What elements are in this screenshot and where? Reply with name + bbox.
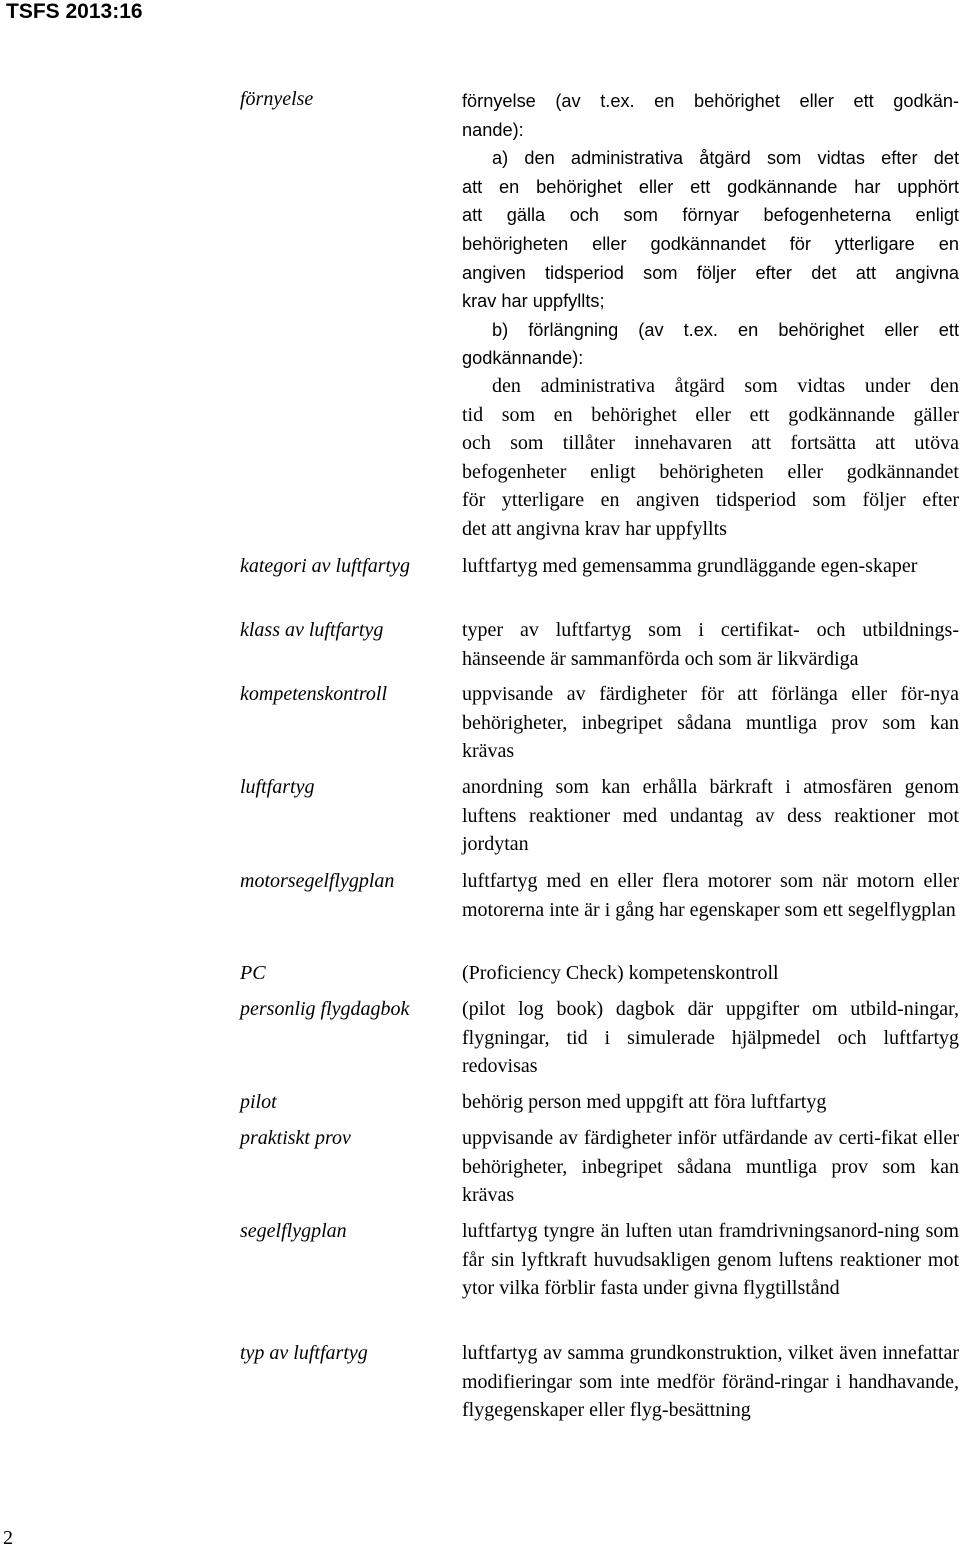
definition-kategori-av-luftfartyg: luftfartyg med gemensamma grundläggande egen-skaper [462,555,918,577]
definition-line: krav har uppfyllts; [462,291,605,312]
term-klass-av-luftfartyg: klass av luftfartyg [240,619,384,641]
definition-line: det att angivna krav har uppfyllts [462,517,727,540]
definition-kompetenskontroll: uppvisande av färdigheter för att förlänga eller för-nya behörigheter, inbegripet sådana muntliga prov som kan krävas [462,683,959,763]
term-motorsegelflygplan: motorsegelflygplan [240,870,395,892]
term-kompetenskontroll: kompetenskontroll [240,683,388,705]
definition-fornyelse [462,87,959,373]
definition-line: angiven tidsperiod som följer efter det att angivna [462,262,959,283]
definition-pilot: behörig person med uppgift att föra luftfartyg [462,1091,827,1113]
term-typ-av-luftfartyg: typ av luftfartyg [240,1342,368,1364]
definition-line: behörigheten eller godkännandet för ytterligare en [462,233,959,254]
term-pilot: pilot [240,1091,277,1113]
definition-line: att gälla och som förnyar befogenheterna enligt [462,205,959,226]
definition-line: den administrativa åtgärd som vidtas under den [492,375,959,397]
page-number: 2 [3,1527,13,1549]
definition-klass-av-luftfartyg: typer av luftfartyg som i certifikat- och utbildnings-hänseende är sammanförda och som är likvärdiga [462,619,959,670]
definition-line: och som tillåter innehavaren att fortsätta att utöva [462,432,959,455]
definition-line: nande): [462,119,524,140]
definition-motorsegelflygplan: luftfartyg med en eller flera motorer som när motorn eller motorerna inte är i gång har egenskaper som ett segelflygplan [462,870,959,921]
definition-praktiskt-prov: uppvisande av färdigheter inför utfärdande av certi-fikat eller behörigheter, inbegripet sådana muntliga prov som kan krävas [462,1127,959,1207]
definition-line: godkännande): [462,348,584,369]
definition-line: b) förlängning (av t.ex. en behörighet eller ett [492,319,959,340]
definition-luftfartyg: anordning som kan erhålla bärkraft i atmosfären genom luftens reaktioner med undantag av dess reaktioner mot jordytan [462,776,959,856]
definition-line: befogenheter enligt behörigheten eller godkännandet [462,460,959,483]
definition-line: a) den administrativa åtgärd som vidtas efter det [492,148,959,169]
definition-line: för ytterligare en angiven tidsperiod som följer efter [462,489,959,512]
term-personlig-flygdagbok: personlig flygdagbok [240,998,410,1020]
definition-fornyelse-b-body [462,372,959,544]
term-segelflygplan: segelflygplan [240,1220,347,1242]
term-fornyelse: förnyelse [240,88,314,110]
definition-segelflygplan: luftfartyg tyngre än luften utan framdrivningsanord-ning som får sin lyftkraft huvudsakligen genom luftens reaktioner mot ytor vilka förblir fasta under givna flygtillstånd [462,1220,959,1300]
term-pc: PC [240,962,266,984]
definition-personlig-flygdagbok: (pilot log book) dagbok där uppgifter om utbild-ningar, flygningar, tid i simulerade hjälpmedel och luftfartyg redovisas [462,998,959,1078]
definition-line: tid som en behörighet eller ett godkännande gäller [462,403,959,426]
definition-pc: (Proficiency Check) kompetenskontroll [462,962,779,984]
definition-line: förnyelse (av t.ex. en behörighet eller ett godkän- [462,91,959,111]
definition-typ-av-luftfartyg: luftfartyg av samma grundkonstruktion, vilket även innefattar modifieringar som inte medför föränd-ringar i handhavande, flygegenskaper eller flyg-besättning [462,1342,959,1422]
term-luftfartyg: luftfartyg [240,776,315,798]
definition-line: att en behörighet eller ett godkännande har upphört [462,176,959,197]
term-praktiskt-prov: praktiskt prov [240,1127,351,1149]
document-header: TSFS 2013:16 [6,0,143,23]
term-kategori-av-luftfartyg: kategori av luftfartyg [240,555,410,577]
